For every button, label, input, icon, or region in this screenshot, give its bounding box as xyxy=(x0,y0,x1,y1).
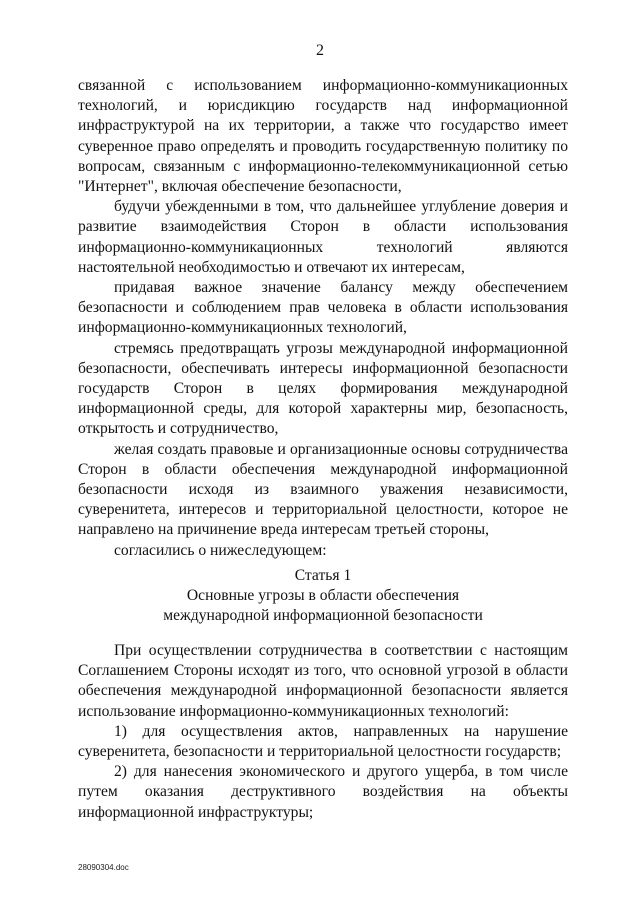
preamble-paragraph-trust: будучи убежденными в том, что дальнейшее углубление доверия и развитие взаимодействия Сторон в области использования информационно-коммуникационных технологий являются настоятельной необходимостью и отвечают их интересам, xyxy=(78,198,568,276)
article-paragraph-item-1: 1) для осуществления актов, направленных на нарушение суверенитета, безопасности и территориальной целостности государств; xyxy=(78,722,568,761)
article-number: Статья 1 xyxy=(294,567,352,584)
article-title-line-2: международной информационной безопасности xyxy=(163,607,483,625)
article-paragraph-intro: При осуществлении сотрудничества в соответствии с настоящим Соглашением Стороны исходят из того, что основной угрозой в области обеспечения международной информационной безопасности является использование информационно-коммуникационных технологий: xyxy=(78,642,568,720)
preamble-section xyxy=(78,76,568,561)
preamble-paragraph-legal-basis: желая создать правовые и организационные основы сотрудничества Сторон в области обеспечения международной информационной безопасности исходя из взаимного уважения независимости, суверенитета, интересов и территориальной целостности, которое не направлено на причинение вреда интересам третьей стороны, xyxy=(78,440,568,539)
document-code: 28090304.doc xyxy=(78,863,129,872)
page-number: 2 xyxy=(316,42,324,59)
article-title-line-1: Основные угрозы в области обеспечения xyxy=(186,587,460,605)
preamble-paragraph-agreed: согласились о нижеследующем: xyxy=(114,541,327,559)
preamble-paragraph-balance: придавая важное значение балансу между обеспечением безопасности и соблюдением прав человека в области использования информационно-коммуникационных технологий, xyxy=(78,279,568,337)
preamble-paragraph-continuation: связанной с использованием информационно-коммуникационных технологий, и юрисдикцию государств над информационной инфраструктурой на их территории, а также что государство имеет суверенное право определять и проводить государственную политику по вопросам, связанным с информационно-телекоммуникационной сетью "Интернет", включая обеспечение безопасности, xyxy=(78,77,568,196)
article-paragraph-item-2: 2) для нанесения экономического и другого ущерба, в том числе путем оказания деструктивного воздействия на объекты информационной инфраструктуры; xyxy=(78,763,568,821)
article-heading xyxy=(78,566,568,627)
article-body xyxy=(78,641,568,823)
preamble-paragraph-threats: стремясь предотвращать угрозы международной информационной безопасности, обеспечивать интересы информационной безопасности государств Сторон в целях формирования международной информационной среды, для которой характерны мир, безопасность, открытость и сотрудничество, xyxy=(78,339,568,438)
